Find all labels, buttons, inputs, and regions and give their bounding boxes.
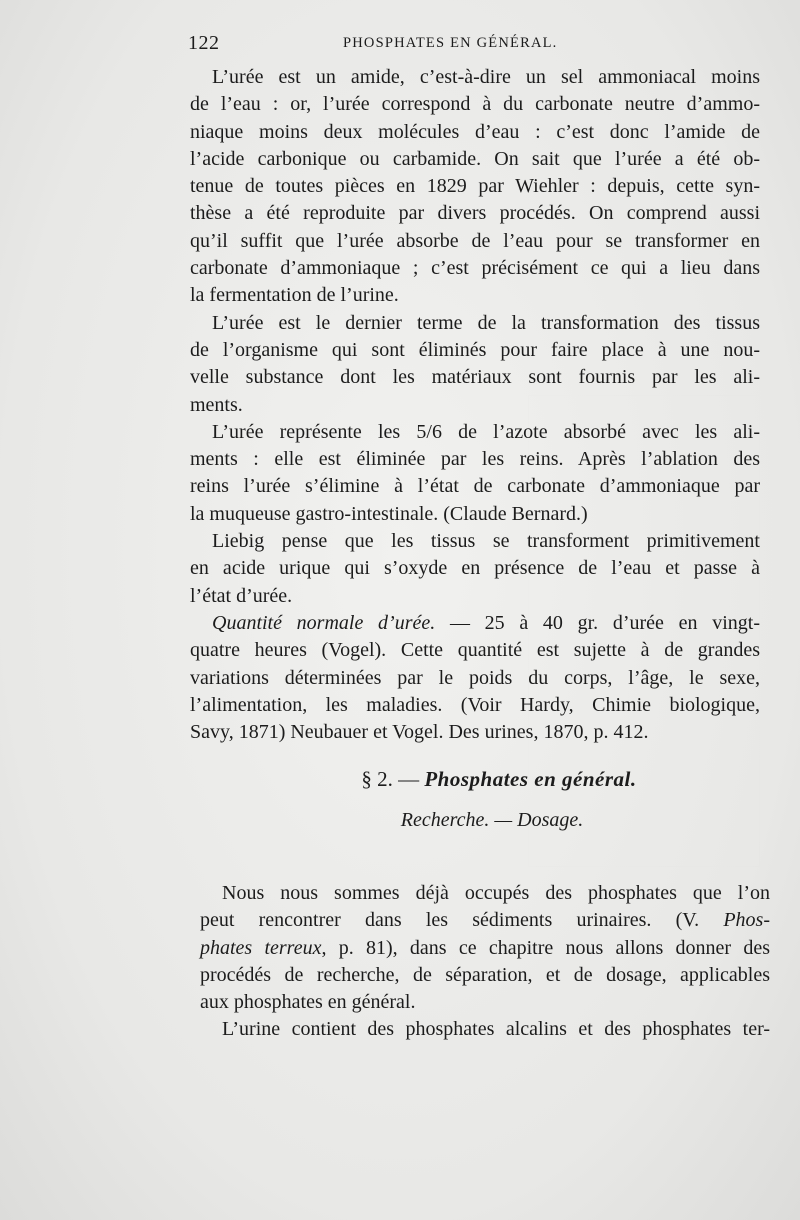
- section-title: Phosphates en général.: [424, 767, 637, 792]
- text-line: L’urée est le dernier terme de la transformation des tissus: [212, 311, 760, 334]
- text-line: [190, 610, 760, 637]
- text-line: L’urine contient des phosphates alcalins et des phosphates ter-: [222, 1018, 770, 1041]
- text-line: en acide urique qui s’oxyde en présence de l’eau et passe à: [190, 557, 760, 580]
- text-line: de l’eau : or, l’urée correspond à du carbonate neutre d’ammo-: [190, 93, 760, 116]
- text-line: velle substance dont les matériaux sont fournis par les ali-: [190, 366, 760, 389]
- text-run-italic: phates terreux: [200, 936, 322, 959]
- text-line: la fermentation de l’urine.: [190, 284, 399, 307]
- text-line: ments.: [190, 393, 243, 416]
- text-line: tenue de toutes pièces en 1829 par Wiehler : depuis, cette syn-: [190, 175, 760, 198]
- text-line: l’acide carbonique ou carbamide. On sait que l’urée a été ob-: [190, 147, 760, 170]
- text-line: la muqueuse gastro-intestinale. (Claude Bernard.): [190, 502, 588, 525]
- text-line: reins l’urée s’élimine à l’état de carbonate d’ammoniaque par: [190, 475, 760, 498]
- text-line: l’état d’urée.: [190, 584, 293, 607]
- text-line: qu’il suffit que l’urée absorbe de l’eau pour se transformer en: [190, 229, 760, 252]
- body-text-continued: [200, 880, 770, 1044]
- text-line: L’urée représente les 5/6 de l’azote absorbé avec les ali-: [212, 420, 760, 443]
- text-line: variations déterminées par le poids du corps, l’âge, le sexe,: [190, 666, 760, 689]
- text-run: , p. 81), dans ce chapitre nous allons donner des: [321, 936, 770, 959]
- body-text: [190, 64, 760, 853]
- text-line: Nous nous sommes déjà occupés des phosphates que l’on: [222, 882, 770, 904]
- section-number: § 2. —: [361, 767, 425, 792]
- text-line: quatre heures (Vogel). Cette quantité est sujette à de grandes: [190, 639, 760, 662]
- text-line: [200, 907, 770, 934]
- text-line: ments : elle est éliminée par les reins. Après l’ablation des: [190, 448, 760, 471]
- text-line: de l’organisme qui sont éliminés pour faire place à une nou-: [190, 338, 760, 361]
- run-in-heading: Quantité normale d’urée.: [212, 611, 436, 634]
- text-line: thèse a été reproduite par divers procédés. On comprend aussi: [190, 202, 760, 225]
- text-line: l’alimentation, les maladies. (Voir Hardy, Chimie biologique,: [190, 693, 760, 716]
- text-line: procédés de recherche, de séparation, et de dosage, applicables: [200, 963, 770, 986]
- text-line: niaque moins deux molécules d’eau : c’est donc l’amide de: [190, 120, 760, 143]
- text-run: peut rencontrer dans les sédiments urinaires. (V.: [200, 909, 724, 932]
- text-line: aux phosphates en général.: [200, 991, 416, 1014]
- section-heading: [190, 763, 760, 795]
- subsection-heading: Recherche. — Dosage.: [400, 809, 584, 832]
- text-line: Liebig pense que les tissus se transforment primitivement: [212, 530, 760, 553]
- text-line: [200, 935, 770, 962]
- running-title: PHOSPHATES EN GÉNÉRAL.: [343, 35, 558, 51]
- text-run: — 25 à 40 gr. d’urée en vingt-: [435, 611, 760, 634]
- text-line: L’urée est un amide, c’est-à-dire un sel ammoniacal moins: [212, 66, 760, 88]
- text-line: carbonate d’ammoniaque ; c’est précisément ce qui a lieu dans: [190, 257, 760, 280]
- text-line: Savy, 1871) Neubauer et Vogel. Des urines, 1870, p. 412.: [190, 721, 649, 744]
- page-number: 122: [188, 32, 220, 54]
- text-run-italic: Phos-: [723, 909, 770, 932]
- running-head: [188, 30, 598, 56]
